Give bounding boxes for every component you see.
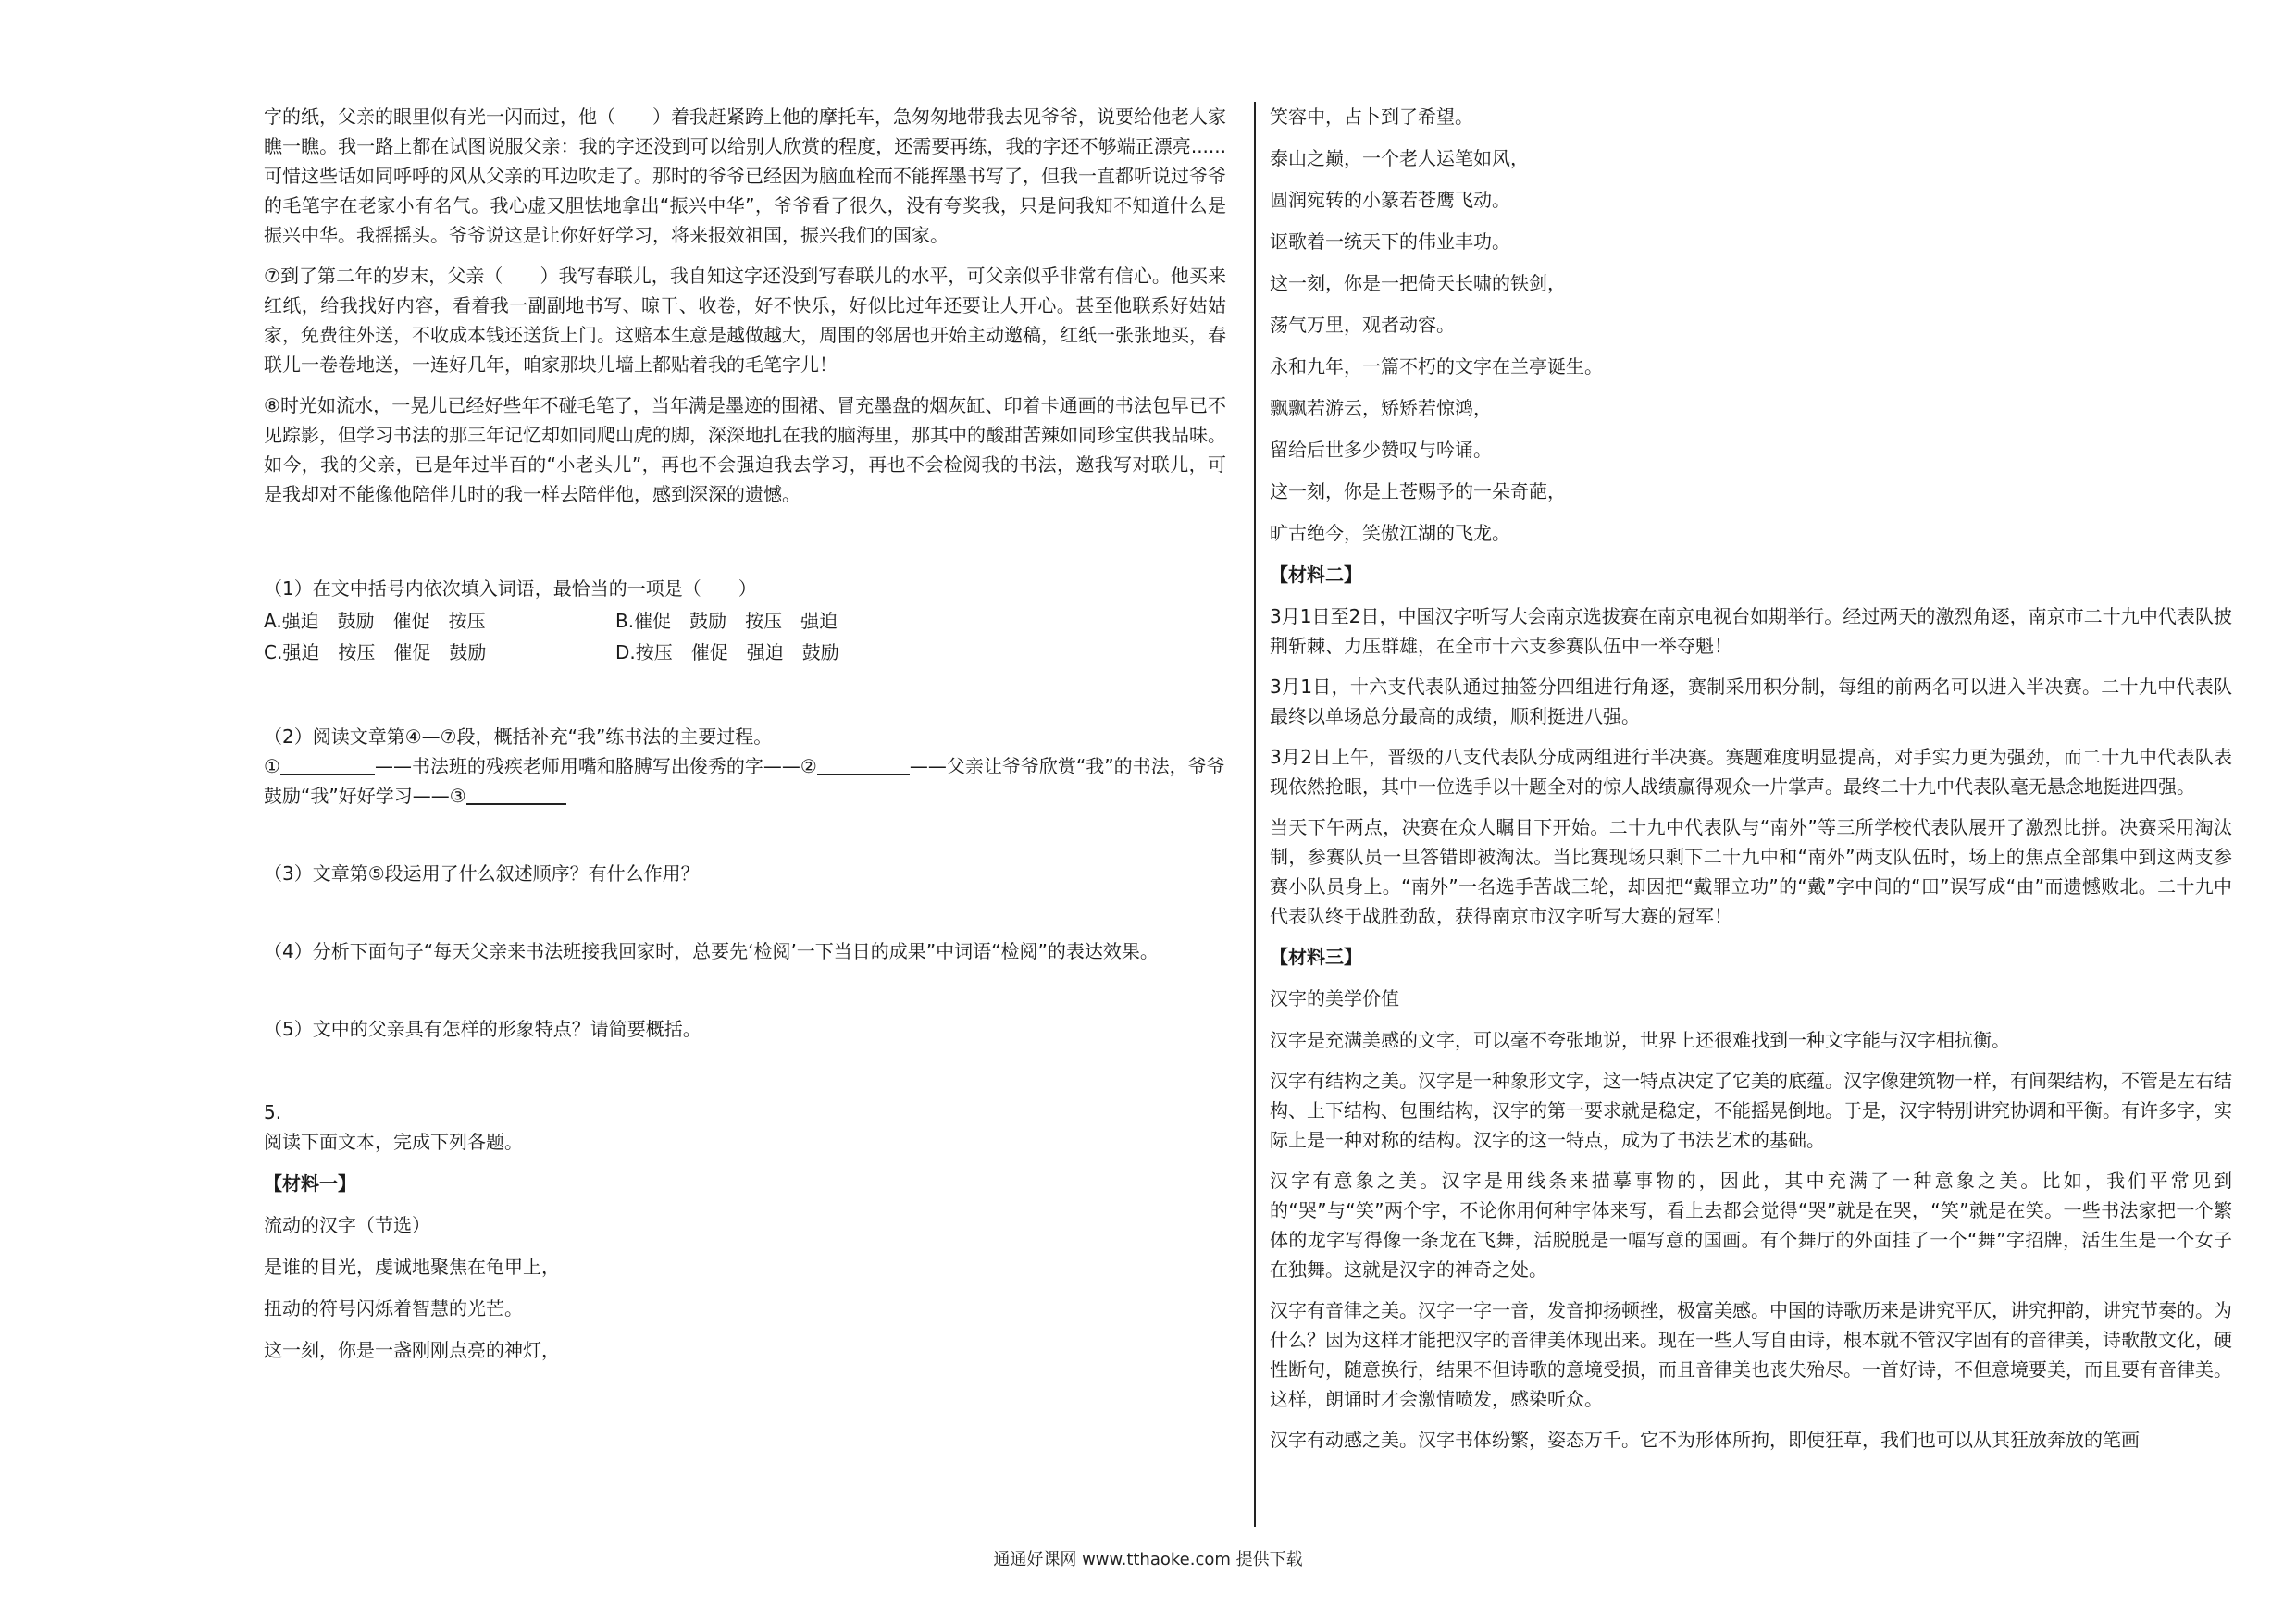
poem-line: 泰山之巅，一个老人运笔如风， [1270, 147, 1529, 169]
question-1-options [264, 605, 1226, 668]
question-3: （3）文章第⑤段运用了什么叙述顺序？有什么作用？ [264, 862, 700, 885]
poem-line: 这一刻，你是上苍赐予的一朵奇葩， [1270, 480, 1566, 502]
option-c: C.强迫 按压 催促 鼓励 [264, 641, 487, 663]
poem-line: 荡气万里，观者动容。 [1270, 314, 1455, 336]
option-d: D.按压 催促 强迫 鼓励 [615, 641, 839, 663]
poem-line: 是谁的目光，虔诚地聚焦在龟甲上， [264, 1256, 560, 1278]
option-a: A.强迫 鼓励 催促 按压 [264, 610, 486, 632]
poem-line: 圆润宛转的小篆若苍鹰飞动。 [1270, 189, 1510, 211]
answer-blank-3[interactable] [466, 783, 566, 805]
answer-blank-2[interactable] [817, 753, 910, 775]
question-2: （2）阅读文章第④—⑦段，概括补充“我”练书法的主要过程。 [264, 725, 773, 748]
poem-line: 这一刻，你是一把倚天长啸的铁剑， [1270, 272, 1566, 294]
material-2-paragraph: 3月1日，十六支代表队通过抽签分四组进行角逐，赛制采用积分制，每组的前两名可以进入半决赛。二十九中代表队最终以单场总分最高的成绩，顺利挺进八强。 [1270, 675, 2232, 727]
question-2-text-1: ——书法班的残疾老师用嘴和胳膊写出俊秀的字——② [374, 755, 817, 777]
option-b: B.催促 鼓励 按压 强迫 [615, 610, 838, 632]
material-2-paragraph: 3月1日至2日，中国汉字听写大会南京选拔赛在南京电视台如期举行。经过两天的激烈角逐，南京市二十九中代表队披荆斩棘、力压群雄，在全市十六支参赛队伍中一举夺魁！ [1270, 605, 2232, 657]
passage-paragraph-8: ⑧时光如流水，一晃儿已经好些年不碰毛笔了，当年满是墨迹的围裙、冒充墨盘的烟灰缸、印着卡通画的书法包早已不见踪影，但学习书法的那三年记忆却如同爬山虎的脚，深深地扎在我的脑海里，那其中的酸甜苦辣如同珍宝供我品味。如今，我的父亲，已是年过半百的“小老头儿”，再也不会强迫我去学习，再也不会检阅我的书法，邀我写对联儿，可是我却对不能像他陪伴儿时的我一样去陪伴他，感到深深的遗憾。 [264, 394, 1226, 505]
question-number-5: 5. [264, 1101, 282, 1123]
page-footer: 通通好课网 www.tthaoke.com 提供下载 [993, 1550, 1303, 1569]
right-column [1270, 102, 2232, 1522]
question-5: （5）文中的父亲具有怎样的形象特点？请简要概括。 [264, 1018, 701, 1040]
material-3-title: 汉字的美学价值 [1270, 987, 1399, 1010]
material-2-heading: 【材料二】 [1270, 564, 1362, 586]
poem-line: 留给后世多少赞叹与吟诵。 [1270, 439, 1492, 461]
material-1-heading: 【材料一】 [264, 1172, 356, 1195]
poem-line: 讴歌着一统天下的伟业丰功。 [1270, 230, 1510, 253]
column-divider [1254, 102, 1256, 1527]
material-3-heading: 【材料三】 [1270, 946, 1362, 968]
poem-line: 永和九年，一篇不朽的文字在兰亭诞生。 [1270, 355, 1603, 378]
poem-line: 飘飘若游云，矫矫若惊鸿， [1270, 397, 1492, 419]
poem-line: 笑容中，占卜到了希望。 [1270, 105, 1473, 128]
question-2-text-2: ——父亲让爷爷欣赏“我”的书法，爷爷鼓励“我”好好学习——③ [264, 755, 1225, 807]
passage-paragraph-7: ⑦到了第二年的岁末，父亲（ ）我写春联儿，我自知这字还没到写春联儿的水平，可父亲似乎非常有信心。他买来红纸，给我找好内容，看着我一副副地书写、晾干、收卷，好不快乐，好似比过年还要让人开心。甚至他联系好姑姑家，免费往外送，不收成本钱还送货上门。这赔本生意是越做越大，周围的邻居也开始主动邀稿，红纸一张张地买，春联儿一卷卷地送，一连好几年，咱家那块儿墙上都贴着我的毛笔字儿！ [264, 265, 1226, 376]
material-2-paragraph: 3月2日上午，晋级的八支代表队分成两组进行半决赛。赛题难度明显提高，对手实力更为强劲，而二十九中代表队表现依然抢眼，其中一位选手以十题全对的惊人战绩赢得观众一片掌声。最终二十九中代表队毫无悬念地挺进四强。 [1270, 746, 2232, 798]
question-2-blanks [264, 751, 1226, 811]
passage-paragraph-6: 字的纸，父亲的眼里似有光一闪而过，他（ ）着我赶紧跨上他的摩托车，急匆匆地带我去见爷爷，说要给他老人家瞧一瞧。我一路上都在试图说服父亲：我的字还没到可以给别人欣赏的程度，还需要再练，我的字还不够端正漂亮......可惜这些话如同呼呼的风从父亲的耳边吹走了。那时的爷爷已经因为脑血栓而不能挥墨书写了，但我一直都听说过爷爷的毛笔字在老家小有名气。我心虚又胆怯地拿出“振兴中华”，爷爷看了很久，没有夸奖我，只是问我知不知道什么是振兴中华。我摇摇头。爷爷说这是让你好好学习，将来报效祖国，振兴我们的国家。 [264, 105, 1226, 246]
reading-instruction: 阅读下面文本，完成下列各题。 [264, 1131, 523, 1153]
material-2-paragraph: 当天下午两点，决赛在众人瞩目下开始。二十九中代表队与“南外”等三所学校代表队展开了激烈比拼。决赛采用淘汰制，参赛队员一旦答错即被淘汰。当比赛现场只剩下二十九中和“南外”两支队伍时，场上的焦点全部集中到这两支参赛小队员身上。“南外”一名选手苦战三轮，却因把“戴罪立功”的“戴”字中间的“田”误写成“由”而遗憾败北。二十九中代表队终于战胜劲敌，获得南京市汉字听写大赛的冠军！ [1270, 816, 2232, 927]
material-3-paragraph: 汉字是充满美感的文字，可以毫不夸张地说，世界上还很难找到一种文字能与汉字相抗衡。 [1270, 1029, 2010, 1051]
material-3-paragraph: 汉字有音律之美。汉字一字一音，发音抑扬顿挫，极富美感。中国的诗歌历来是讲究平仄，讲究押韵，讲究节奏的。为什么？因为这样才能把汉字的音律美体现出来。现在一些人写自由诗，根本就不管汉字固有的音律美，诗歌散文化，硬性断句，随意换行，结果不但诗歌的意境受损，而且音律美也丧失殆尽。一首好诗，不但意境要美，而且要有音律美。这样，朗诵时才会激情喷发，感染听众。 [1270, 1299, 2232, 1410]
poem-line: 扭动的符号闪烁着智慧的光芒。 [264, 1297, 523, 1319]
material-3-paragraph: 汉字有结构之美。汉字是一种象形文字，这一特点决定了它美的底蕴。汉字像建筑物一样，有间架结构，不管是左右结构、上下结构、包围结构，汉字的第一要求就是稳定，不能摇晃倒地。于是，汉字特别讲究协调和平衡。有许多字，实际上是一种对称的结构。汉字的这一特点，成为了书法艺术的基础。 [1270, 1070, 2232, 1151]
poem-title: 流动的汉字（节选） [264, 1214, 430, 1236]
material-3-paragraph: 汉字有动感之美。汉字书体纷繁，姿态万千。它不为形体所拘，即使狂草，我们也可以从其狂放奔放的笔画 [1270, 1429, 2140, 1451]
poem-line: 这一刻，你是一盏刚刚点亮的神灯， [264, 1339, 560, 1361]
question-1: （1）在文中括号内依次填入词语，最恰当的一项是（ ） [264, 577, 757, 600]
blank-marker-1: ① [264, 755, 280, 777]
material-3-paragraph: 汉字有意象之美。汉字是用线条来描摹事物的，因此，其中充满了一种意象之美。比如，我们平常见到的“哭”与“笑”两个字，不论你用何种字体来写，看上去都会觉得“哭”就是在哭，“笑”就是在笑。一些书法家把一个繁体的龙字写得像一条龙在飞舞，活脱脱是一幅写意的国画。有个舞厅的外面挂了一个“舞”字招牌，活生生是一个女子在独舞。这就是汉字的神奇之处。 [1270, 1170, 2232, 1281]
poem-line: 旷古绝今，笑傲江湖的飞龙。 [1270, 522, 1510, 544]
left-column [264, 102, 1226, 1377]
question-4: （4）分析下面句子“每天父亲来书法班接我回家时，总要先‘检阅’一下当日的成果”中词语“检阅”的表达效果。 [264, 940, 1159, 962]
answer-blank-1[interactable] [280, 753, 375, 775]
